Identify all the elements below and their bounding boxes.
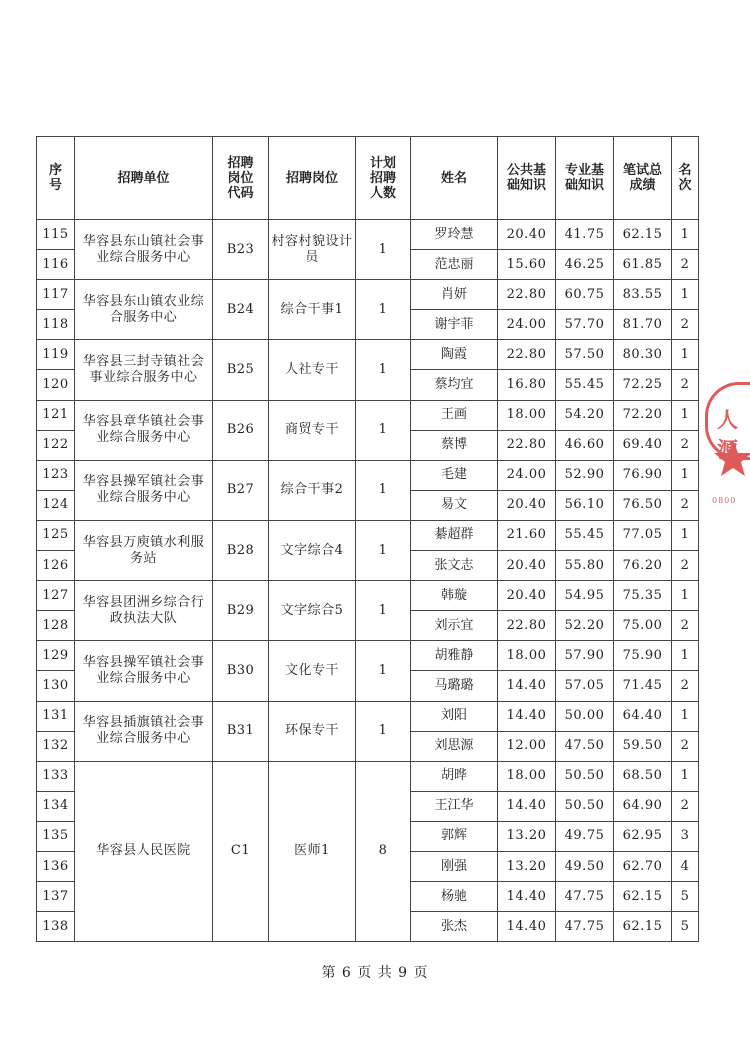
code-cell: B24 (213, 280, 269, 340)
table-row (37, 581, 699, 611)
prof-score-cell: 56.10 (556, 490, 614, 520)
rank-cell: 2 (672, 731, 699, 761)
unit-cell: 华容县操军镇社会事业综合服务中心 (75, 641, 213, 701)
plan-cell: 1 (356, 520, 411, 580)
public-score-cell: 13.20 (498, 851, 556, 881)
prof-score-cell: 46.60 (556, 430, 614, 460)
plan-cell: 8 (356, 761, 411, 942)
name-cell: 杨驰 (411, 882, 498, 912)
prof-score-cell: 52.20 (556, 611, 614, 641)
name-cell: 王画 (411, 400, 498, 430)
public-score-cell: 14.40 (498, 912, 556, 942)
header-unit: 招聘单位 (75, 137, 213, 220)
seq-cell: 133 (37, 761, 75, 791)
name-cell: 范忠丽 (411, 250, 498, 280)
name-cell: 刘阳 (411, 701, 498, 731)
table-row (37, 761, 699, 791)
name-cell: 罗玲慧 (411, 220, 498, 250)
header-total: 笔试总成绩 (614, 137, 672, 220)
post-cell: 环保专干 (269, 701, 356, 761)
header-rank: 名次 (672, 137, 699, 220)
code-cell: B31 (213, 701, 269, 761)
seq-cell: 132 (37, 731, 75, 761)
prof-score-cell: 46.25 (556, 250, 614, 280)
prof-score-cell: 55.80 (556, 551, 614, 581)
stamp-code: 0800 (712, 496, 737, 505)
public-score-cell: 24.00 (498, 460, 556, 490)
table-row (37, 400, 699, 430)
rank-cell: 1 (672, 581, 699, 611)
total-score-cell: 68.50 (614, 761, 672, 791)
prof-score-cell: 57.05 (556, 671, 614, 701)
prof-score-cell: 47.75 (556, 912, 614, 942)
stamp-text: 人源 (717, 407, 740, 462)
public-score-cell: 13.20 (498, 821, 556, 851)
post-cell: 文字综合5 (269, 581, 356, 641)
prof-score-cell: 57.50 (556, 340, 614, 370)
rank-cell: 1 (672, 701, 699, 731)
post-cell: 商贸专干 (269, 400, 356, 460)
prof-score-cell: 47.50 (556, 731, 614, 761)
prof-score-cell: 57.90 (556, 641, 614, 671)
public-score-cell: 18.00 (498, 400, 556, 430)
name-cell: 胡晔 (411, 761, 498, 791)
public-score-cell: 24.00 (498, 310, 556, 340)
code-cell: B27 (213, 460, 269, 520)
table-row (37, 701, 699, 731)
total-score-cell: 72.20 (614, 400, 672, 430)
page-footer: 第 6 页 共 9 页 (321, 965, 429, 981)
total-score-cell: 64.90 (614, 791, 672, 821)
post-cell: 文字综合4 (269, 520, 356, 580)
name-cell: 肖妍 (411, 280, 498, 310)
score-table (36, 136, 699, 942)
public-score-cell: 15.60 (498, 250, 556, 280)
prof-score-cell: 49.75 (556, 821, 614, 851)
plan-cell: 1 (356, 460, 411, 520)
table-row (37, 641, 699, 671)
name-cell: 蔡均宜 (411, 370, 498, 400)
seq-cell: 122 (37, 430, 75, 460)
public-score-cell: 22.80 (498, 280, 556, 310)
plan-cell: 1 (356, 581, 411, 641)
rank-cell: 2 (672, 250, 699, 280)
seq-cell: 138 (37, 912, 75, 942)
unit-cell: 华容县插旗镇社会事业综合服务中心 (75, 701, 213, 761)
seq-cell: 123 (37, 460, 75, 490)
total-score-cell: 62.15 (614, 882, 672, 912)
table-row (37, 460, 699, 490)
plan-cell: 1 (356, 220, 411, 280)
name-cell: 刚强 (411, 851, 498, 881)
public-score-cell: 22.80 (498, 340, 556, 370)
rank-cell: 1 (672, 520, 699, 550)
total-score-cell: 71.45 (614, 671, 672, 701)
public-score-cell: 18.00 (498, 641, 556, 671)
rank-cell: 2 (672, 310, 699, 340)
prof-score-cell: 47.75 (556, 882, 614, 912)
unit-cell: 华容县章华镇社会事业综合服务中心 (75, 400, 213, 460)
rank-cell: 2 (672, 611, 699, 641)
code-cell: B30 (213, 641, 269, 701)
rank-cell: 1 (672, 280, 699, 310)
plan-cell: 1 (356, 701, 411, 761)
total-score-cell: 69.40 (614, 430, 672, 460)
total-score-cell: 64.40 (614, 701, 672, 731)
plan-cell: 1 (356, 280, 411, 340)
unit-cell: 华容县团洲乡综合行政执法大队 (75, 581, 213, 641)
star-icon (713, 438, 750, 478)
seq-cell: 135 (37, 821, 75, 851)
total-score-cell: 83.55 (614, 280, 672, 310)
public-score-cell: 16.80 (498, 370, 556, 400)
name-cell: 马璐璐 (411, 671, 498, 701)
header-code: 招聘岗位代码 (213, 137, 269, 220)
total-score-cell: 59.50 (614, 731, 672, 761)
unit-cell: 华容县东山镇农业综合服务中心 (75, 280, 213, 340)
rank-cell: 1 (672, 460, 699, 490)
rank-cell: 5 (672, 912, 699, 942)
prof-score-cell: 55.45 (556, 370, 614, 400)
prof-score-cell: 57.70 (556, 310, 614, 340)
total-score-cell: 75.00 (614, 611, 672, 641)
public-score-cell: 14.40 (498, 701, 556, 731)
prof-score-cell: 55.45 (556, 520, 614, 550)
rank-cell: 2 (672, 791, 699, 821)
post-cell: 人社专干 (269, 340, 356, 400)
seq-cell: 128 (37, 611, 75, 641)
rank-cell: 5 (672, 882, 699, 912)
seq-cell: 117 (37, 280, 75, 310)
seq-cell: 125 (37, 520, 75, 550)
rank-cell: 1 (672, 641, 699, 671)
code-cell: C1 (213, 761, 269, 942)
name-cell: 韩璇 (411, 581, 498, 611)
name-cell: 张杰 (411, 912, 498, 942)
header-name: 姓名 (411, 137, 498, 220)
seq-cell: 131 (37, 701, 75, 731)
unit-cell: 华容县人民医院 (75, 761, 213, 942)
table-row (37, 280, 699, 310)
rank-cell: 1 (672, 340, 699, 370)
name-cell: 蔡博 (411, 430, 498, 460)
total-score-cell: 81.70 (614, 310, 672, 340)
header-post: 招聘岗位 (269, 137, 356, 220)
seq-cell: 134 (37, 791, 75, 821)
table-row (37, 340, 699, 370)
rank-cell: 2 (672, 671, 699, 701)
code-cell: B23 (213, 220, 269, 280)
seq-cell: 130 (37, 671, 75, 701)
code-cell: B26 (213, 400, 269, 460)
rank-cell: 2 (672, 370, 699, 400)
public-score-cell: 22.80 (498, 430, 556, 460)
prof-score-cell: 54.95 (556, 581, 614, 611)
name-cell: 刘示宜 (411, 611, 498, 641)
header-public: 公共基础知识 (498, 137, 556, 220)
name-cell: 郭辉 (411, 821, 498, 851)
name-cell: 谢宇菲 (411, 310, 498, 340)
public-score-cell: 14.40 (498, 671, 556, 701)
header-plan: 计划招聘人数 (356, 137, 411, 220)
public-score-cell: 12.00 (498, 731, 556, 761)
seq-cell: 137 (37, 882, 75, 912)
code-cell: B29 (213, 581, 269, 641)
seq-cell: 136 (37, 851, 75, 881)
plan-cell: 1 (356, 400, 411, 460)
table-row (37, 220, 699, 250)
unit-cell: 华容县万庾镇水利服务站 (75, 520, 213, 580)
total-score-cell: 62.15 (614, 912, 672, 942)
total-score-cell: 75.35 (614, 581, 672, 611)
unit-cell: 华容县操军镇社会事业综合服务中心 (75, 460, 213, 520)
public-score-cell: 14.40 (498, 882, 556, 912)
seq-cell: 129 (37, 641, 75, 671)
total-score-cell: 77.05 (614, 520, 672, 550)
rank-cell: 1 (672, 220, 699, 250)
name-cell: 易文 (411, 490, 498, 520)
total-score-cell: 72.25 (614, 370, 672, 400)
name-cell: 王江华 (411, 791, 498, 821)
header-prof: 专业基础知识 (556, 137, 614, 220)
rank-cell: 3 (672, 821, 699, 851)
header-seq: 序号 (37, 137, 75, 220)
total-score-cell: 76.50 (614, 490, 672, 520)
total-score-cell: 75.90 (614, 641, 672, 671)
prof-score-cell: 49.50 (556, 851, 614, 881)
header-row (37, 137, 699, 220)
total-score-cell: 80.30 (614, 340, 672, 370)
name-cell: 陶霞 (411, 340, 498, 370)
prof-score-cell: 50.50 (556, 791, 614, 821)
seq-cell: 115 (37, 220, 75, 250)
seq-cell: 121 (37, 400, 75, 430)
public-score-cell: 20.40 (498, 220, 556, 250)
name-cell: 胡雅静 (411, 641, 498, 671)
name-cell: 张文志 (411, 551, 498, 581)
seq-cell: 120 (37, 370, 75, 400)
rank-cell: 2 (672, 490, 699, 520)
post-cell: 综合干事2 (269, 460, 356, 520)
total-score-cell: 62.95 (614, 821, 672, 851)
code-cell: B28 (213, 520, 269, 580)
public-score-cell: 22.80 (498, 611, 556, 641)
prof-score-cell: 52.90 (556, 460, 614, 490)
public-score-cell: 18.00 (498, 761, 556, 791)
name-cell: 綦超群 (411, 520, 498, 550)
total-score-cell: 76.90 (614, 460, 672, 490)
plan-cell: 1 (356, 641, 411, 701)
prof-score-cell: 50.50 (556, 761, 614, 791)
rank-cell: 1 (672, 761, 699, 791)
post-cell: 文化专干 (269, 641, 356, 701)
seq-cell: 119 (37, 340, 75, 370)
rank-cell: 4 (672, 851, 699, 881)
post-cell: 村容村貌设计员 (269, 220, 356, 280)
rank-cell: 2 (672, 551, 699, 581)
plan-cell: 1 (356, 340, 411, 400)
prof-score-cell: 50.00 (556, 701, 614, 731)
total-score-cell: 61.85 (614, 250, 672, 280)
public-score-cell: 20.40 (498, 551, 556, 581)
seq-cell: 126 (37, 551, 75, 581)
public-score-cell: 20.40 (498, 490, 556, 520)
total-score-cell: 62.15 (614, 220, 672, 250)
prof-score-cell: 54.20 (556, 400, 614, 430)
unit-cell: 华容县东山镇社会事业综合服务中心 (75, 220, 213, 280)
table-row (37, 520, 699, 550)
code-cell: B25 (213, 340, 269, 400)
seq-cell: 118 (37, 310, 75, 340)
prof-score-cell: 41.75 (556, 220, 614, 250)
public-score-cell: 21.60 (498, 520, 556, 550)
seq-cell: 116 (37, 250, 75, 280)
public-score-cell: 20.40 (498, 581, 556, 611)
rank-cell: 1 (672, 400, 699, 430)
post-cell: 医师1 (269, 761, 356, 942)
rank-cell: 2 (672, 430, 699, 460)
total-score-cell: 62.70 (614, 851, 672, 881)
post-cell: 综合干事1 (269, 280, 356, 340)
prof-score-cell: 60.75 (556, 280, 614, 310)
table-body (37, 220, 699, 942)
public-score-cell: 14.40 (498, 791, 556, 821)
total-score-cell: 76.20 (614, 551, 672, 581)
name-cell: 刘思源 (411, 731, 498, 761)
unit-cell: 华容县三封寺镇社会事业综合服务中心 (75, 340, 213, 400)
name-cell: 毛建 (411, 460, 498, 490)
seq-cell: 127 (37, 581, 75, 611)
seq-cell: 124 (37, 490, 75, 520)
